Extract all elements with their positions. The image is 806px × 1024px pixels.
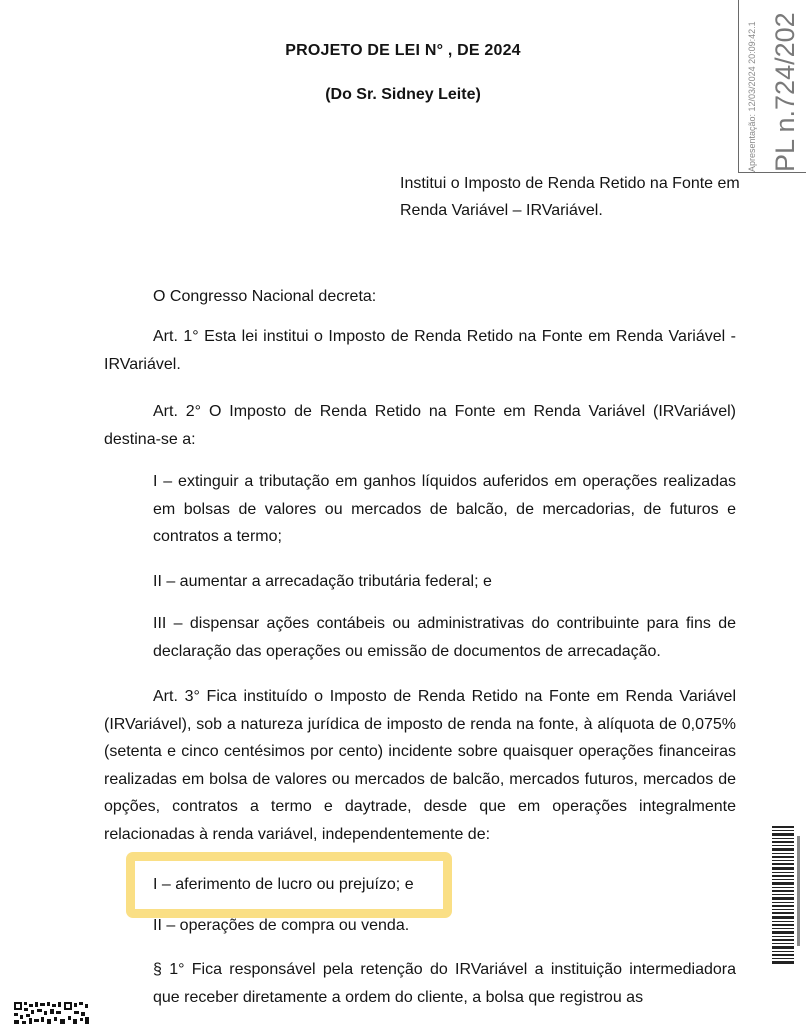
article-2: Art. 2° O Imposto de Renda Retido na Fonte em Renda Variável (IRVariável) destina-se a: bbox=[104, 403, 736, 448]
article-3-item-i: I – aferimento de lucro ou prejuízo; e bbox=[153, 876, 414, 893]
article-2-item-i: I – extinguir a tributação em ganhos líquidos auferidos em operações realizadas em bolsas de valores ou mercados de balcão, de mercadorias, de futuros e contratos a termo; bbox=[153, 473, 736, 545]
article-1: Art. 1° Esta lei institui o Imposto de Renda Retido na Fonte em Renda Variável - IRVariável. bbox=[104, 328, 736, 373]
bill-author: (Do Sr. Sidney Leite) bbox=[325, 86, 481, 103]
article-3-item-ii: II – operações de compra ou venda. bbox=[153, 917, 410, 934]
presentation-date: Apresentação: 12/03/2024 20:09:42.1 bbox=[747, 21, 757, 172]
qr-code-icon bbox=[14, 1002, 90, 1024]
ementa: Institui o Imposto de Renda Retido na Fonte em Renda Variável – IRVariável. bbox=[400, 175, 740, 219]
article-2-item-ii: II – aumentar a arrecadação tributária federal; e bbox=[153, 573, 492, 590]
bill-number: PL n.724/202 bbox=[770, 12, 800, 172]
barcode-icon bbox=[772, 826, 802, 966]
article-3-paragraph-1: § 1° Fica responsável pela retenção do IRVariável a instituição intermediadora que receber diretamente a ordem do cliente, a bolsa que registrou as bbox=[153, 961, 736, 1006]
highlight-box bbox=[126, 852, 452, 918]
page-title: PROJETO DE LEI N° , DE 2024 bbox=[285, 42, 521, 59]
decree-line: O Congresso Nacional decreta: bbox=[153, 288, 377, 305]
article-2-item-iii: III – dispensar ações contábeis ou administrativas do contribuinte para fins de declaração das operações ou emissão de documentos de arrecadação. bbox=[153, 615, 736, 660]
article-3: Art. 3° Fica instituído o Imposto de Renda Retido na Fonte em Renda Variável (IRVariável), sob a natureza jurídica de imposto de renda na fonte, à alíquota de 0,075% (setenta e cinco centésimos por cento) incidente sobre quaisquer operações financeiras realizadas em bolsa de valores ou mercados de balcão, mercados futuros, mercados de opções, contratos a termo e daytrade, desde que em operações integralmente relacionadas à renda variável, independentemente de: bbox=[104, 688, 736, 843]
